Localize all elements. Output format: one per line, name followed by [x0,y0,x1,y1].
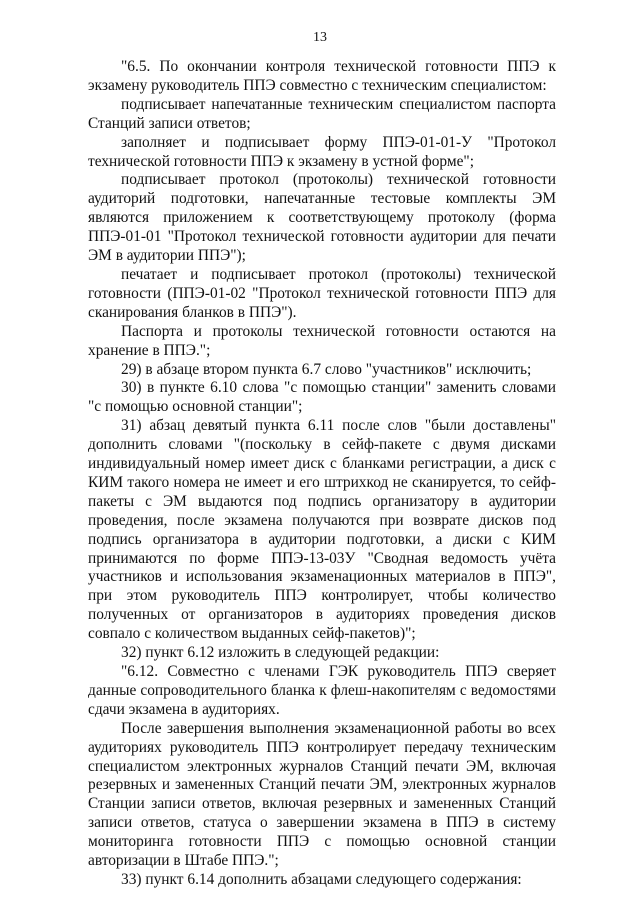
paragraph-fill-form: заполняет и подписывает форму ППЭ-01-01-У "Протокол технической готовности ППЭ к экзамену в устной форме"; [88,133,556,170]
paragraph-item-30: 30) в пункте 6.10 слова "с помощью станции" заменить словами "с помощью основной станции"; [88,379,556,416]
paragraph-sign-protocol: подписывает протокол (протоколы) технической готовности аудиторий подготовки, напечатанные тестовые комплекты ЭМ являются приложением к соответствующему протоколу (форма ППЭ-01-01 "Протокол технической готовности аудитории для печати ЭМ в аудитории ППЭ"); [88,171,556,265]
paragraph-sign-passports: подписывает напечатанные техническим специалистом паспорта Станций записи ответов; [88,95,556,132]
paragraph-print-protocol: печатает и подписывает протокол (протоколы) технической готовности (ППЭ-01-02 "Протокол технической готовности ППЭ для сканирования бланков в ППЭ"). [88,265,556,321]
paragraph-item-33: 33) пункт 6.14 дополнить абзацами следующего содержания: [121,870,522,888]
paragraph-after-exam: После завершения выполнения экзаменационной работы во всех аудиториях руководитель ППЭ контролирует передачу техническим специалистом электронных журналов Станций печати ЭМ, включая резервных и замененных Станций печати ЭМ, электронных журналов Станции записи ответов, включая резервных и замененных Станций записи ответов, статуса о завершении экзамена в ППЭ в систему мониторинга готовности ППЭ с помощью основной станции авторизации в Штабе ППЭ."; [88,719,556,870]
paragraph-item-32: 32) пункт 6.12 изложить в следующей редакции: [121,644,440,662]
paragraph-6-12: "6.12. Совместно с членами ГЭК руководитель ППЭ сверяет данные сопроводительного бланка к флеш-накопителям с ведомостями сдачи экзамена в аудиториях. [88,663,556,718]
page-number: 13 [313,30,327,45]
paragraph-item-31: 31) абзац девятый пункта 6.11 после слов "были доставлены" дополнить словами "(поскольку в сейф-пакете с двумя дисками индивидуальный номер имеет диск с бланками регистрации, а диск с КИМ такого номера не имеет и его штрихкод не сканируется, то сейф-пакеты с ЭМ выдаются под подпись организатору в аудитории проведения, после экзамена получаются при возврате дисков под подпись организатора в аудитории подготовки, а диски с КИМ принимаются по форме ППЭ-13-03У "Сводная ведомость учёта участников и использования экзаменационных материалов в ППЭ", при этом руководитель ППЭ контролирует, чтобы количество полученных от организаторов в аудиториях проведения дисков совпало с количеством выданных сейф-пакетов)"; [88,417,556,643]
document-body [88,58,556,890]
paragraph-item-29: 29) в абзаце втором пункта 6.7 слово "участников" исключить; [121,360,532,378]
paragraph-6-5-intro: "6.5. По окончании контроля технической готовности ППЭ к экзамену руководитель ППЭ совместно с техническим специалистом: [88,58,556,94]
paragraph-storage: Паспорта и протоколы технической готовности остаются на хранение в ППЭ."; [88,322,556,359]
